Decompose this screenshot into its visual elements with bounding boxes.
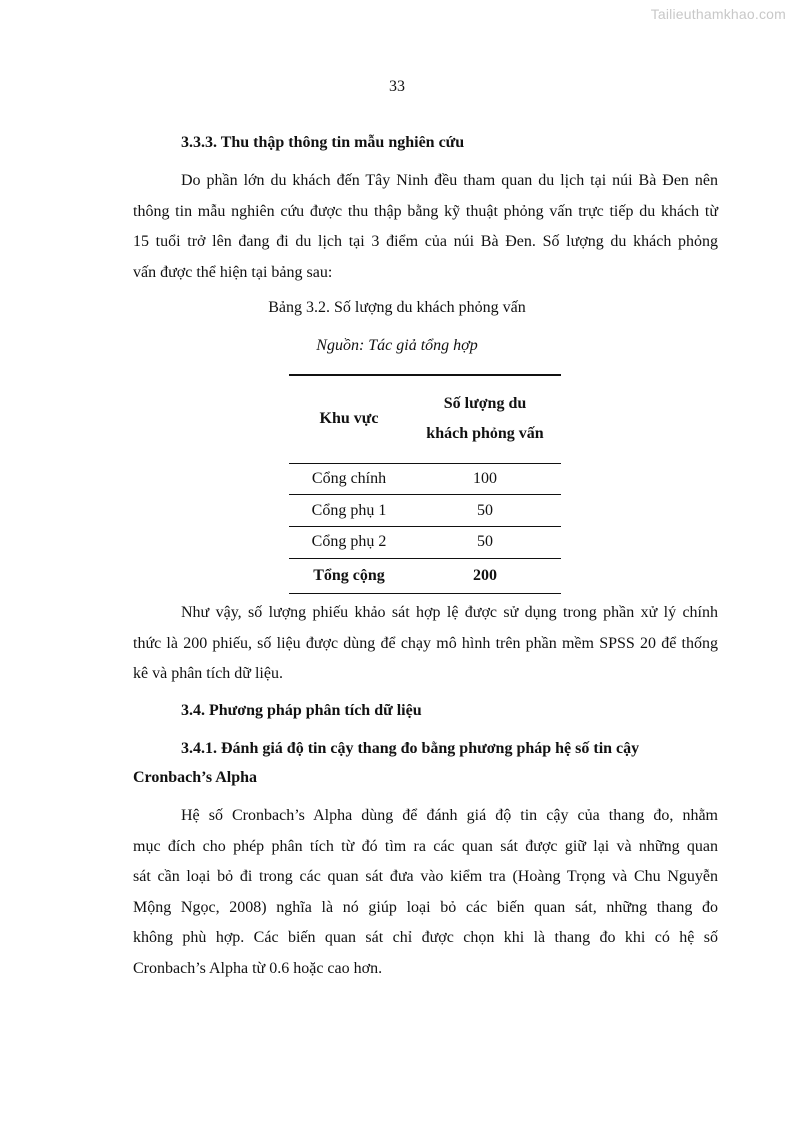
cell-area: Cổng chính bbox=[289, 463, 409, 495]
table-row bbox=[289, 527, 561, 559]
paragraph-line: không phù hợp. Các biến quan sát chỉ được chọn khi là thang đo khi có hệ số bbox=[133, 929, 718, 946]
watermark: Tailieuthamkhao.com bbox=[650, 6, 786, 22]
page-number: 33 bbox=[389, 78, 405, 95]
table-source: Nguồn: Tác giả tổng hợp bbox=[316, 337, 478, 354]
paragraph-line: kê và phân tích dữ liệu. bbox=[133, 665, 283, 682]
heading-3-4-1-line1: 3.4.1. Đánh giá độ tin cậy thang đo bằng phương pháp hệ số tin cậy bbox=[181, 740, 640, 757]
paragraph-line: Do phần lớn du khách đến Tây Ninh đều tham quan du lịch tại núi Bà Đen nên bbox=[181, 172, 718, 189]
cell-area: Cổng phụ 1 bbox=[289, 495, 409, 527]
cell-count: 100 bbox=[409, 463, 561, 495]
table-total-row bbox=[289, 558, 561, 593]
paragraph-line: Mộng Ngọc, 2008) nghĩa là nó giúp loại bỏ các biến quan sát, những thang đo bbox=[133, 898, 718, 916]
paragraph-line: Như vậy, số lượng phiếu khảo sát hợp lệ được sử dụng trong phần xử lý chính bbox=[181, 604, 718, 621]
paragraph-line: Cronbach’s Alpha từ 0.6 hoặc cao hơn. bbox=[133, 959, 383, 977]
cell-total-value: 200 bbox=[409, 558, 561, 593]
paragraph-line: Hệ số Cronbach’s Alpha dùng để đánh giá độ tin cậy của thang đo, nhằm bbox=[181, 807, 718, 824]
cell-count: 50 bbox=[409, 495, 561, 527]
header-count-line1: Số lượng du bbox=[443, 395, 527, 413]
paragraph-line: 15 tuổi trở lên đang đi du lịch tại 3 điểm của núi Bà Đen. Số lượng du khách phỏng bbox=[133, 233, 718, 250]
cell-total-label: Tổng cộng bbox=[289, 558, 409, 593]
paragraph-line: mục đích cho phép phân tích từ đó tìm ra các quan sát được giữ lại và những quan bbox=[133, 837, 718, 855]
cell-count: 50 bbox=[409, 527, 561, 559]
header-count bbox=[409, 375, 561, 463]
paragraph-line: sát cần loại bỏ đi trong các quan sát đưa vào kiểm tra (Hoàng Trọng và Chu Nguyễn bbox=[133, 868, 718, 885]
paragraph-cronbach bbox=[133, 801, 718, 984]
table-row bbox=[289, 495, 561, 527]
table-header-row bbox=[289, 375, 561, 463]
paragraph-sample-collection bbox=[133, 166, 718, 288]
table-row bbox=[289, 463, 561, 495]
paragraph-line: thông tin mẫu nghiên cứu được thu thập bằng kỹ thuật phỏng vấn trực tiếp du khách từ bbox=[133, 202, 718, 220]
paragraph-line: thức là 200 phiếu, số liệu được dùng để chạy mô hình trên phần mềm SPSS 20 để thống bbox=[133, 634, 718, 652]
header-area: Khu vực bbox=[289, 375, 409, 463]
heading-3-4-1-line2: Cronbach’s Alpha bbox=[133, 769, 258, 786]
cell-area: Cổng phụ 2 bbox=[289, 527, 409, 559]
heading-3-3-3: 3.3.3. Thu thập thông tin mẫu nghiên cứu bbox=[181, 134, 465, 151]
heading-3-4: 3.4. Phương pháp phân tích dữ liệu bbox=[181, 702, 422, 719]
paragraph-after-table bbox=[133, 598, 718, 690]
survey-count-table bbox=[289, 374, 561, 594]
table-caption: Bảng 3.2. Số lượng du khách phỏng vấn bbox=[268, 299, 526, 316]
paragraph-line: vấn được thể hiện tại bảng sau: bbox=[133, 263, 333, 281]
header-count-line2: khách phỏng vấn bbox=[426, 425, 544, 443]
